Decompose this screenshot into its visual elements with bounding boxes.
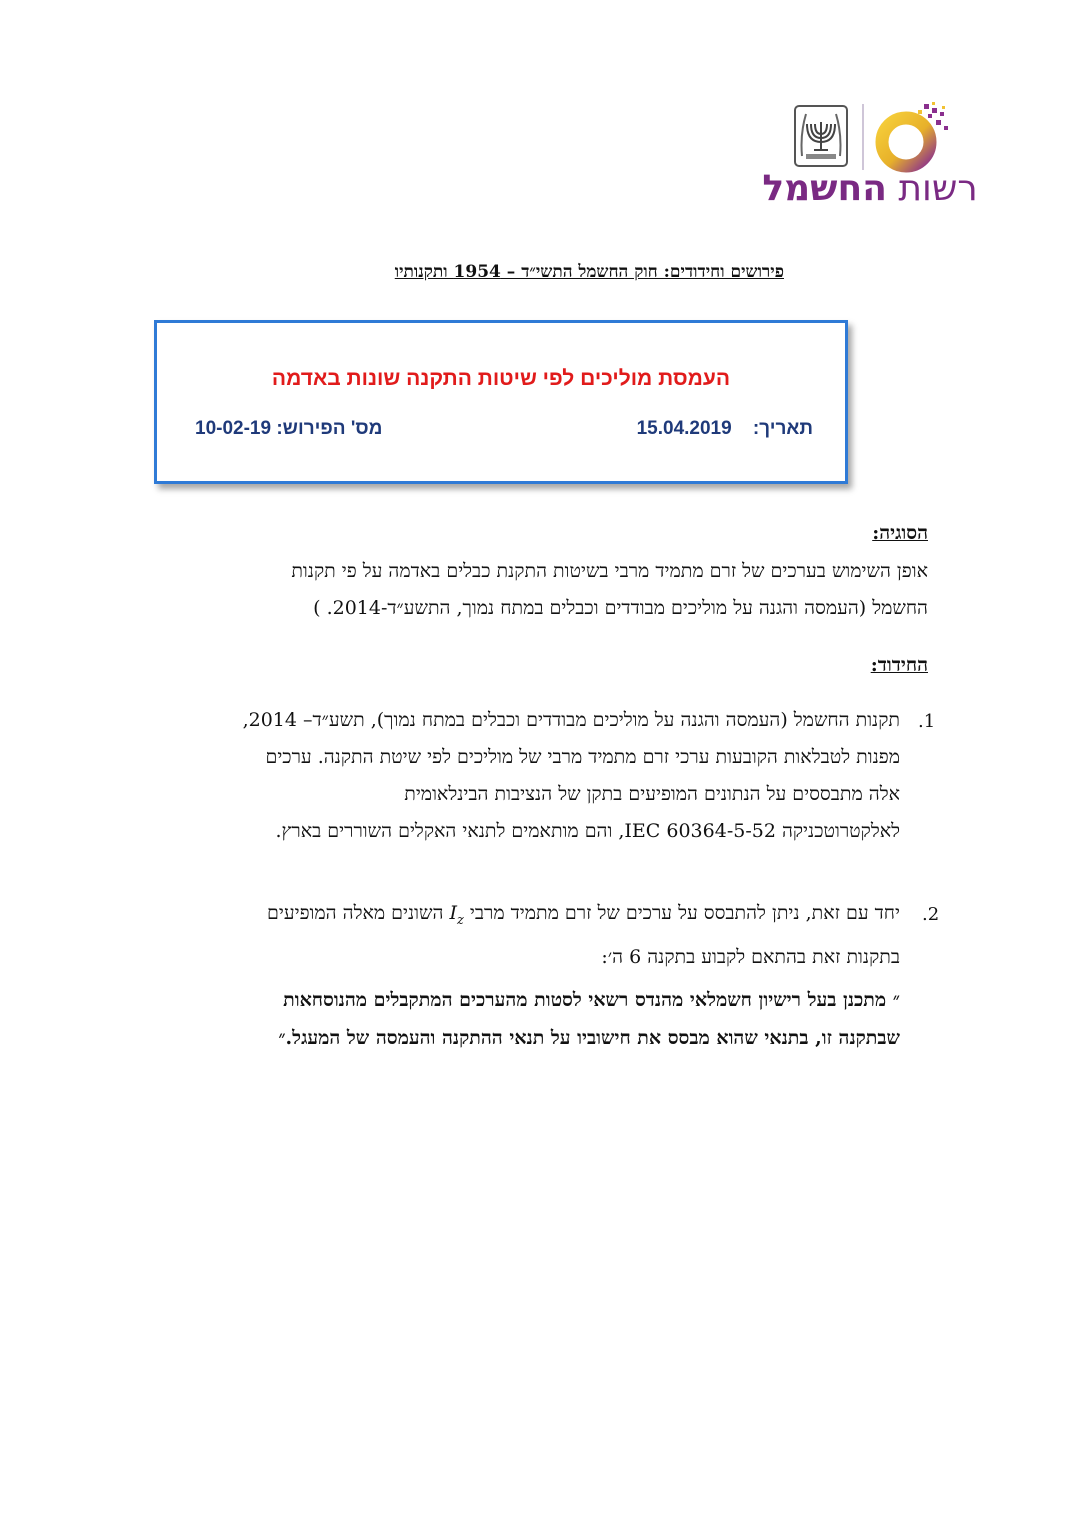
date-label: תאריך: — [752, 418, 813, 439]
item-1-line-2: מפנות לטבלאות הקובעות ערכי זרם מתמיד מרבי של מוליכים לפי שיטת התקנה. ערכים — [265, 746, 900, 768]
item-1-number: .1 — [918, 711, 936, 732]
interpretation-title: העמסת מוליכים לפי שיטות התקנה שונות באדמה — [271, 367, 731, 390]
issue-line-1: אופן השימוש בערכים של זרם מתמיד מרבי בשיטות התקנת כבלים באדמה על פי תקנות — [291, 560, 928, 582]
number-label: מס' הפירוש: — [276, 418, 383, 439]
logo-text — [740, 168, 1000, 209]
iz-sub: z — [456, 912, 464, 928]
item-1-line-3: אלה מתבססים על הנתונים המופיעים בתקן של הנציבות הבינלאומית — [404, 783, 900, 805]
item-2-line-1 — [267, 895, 900, 939]
number-value: 10-02-19 — [195, 418, 272, 439]
item-2-number: .2 — [922, 904, 940, 925]
clarification-heading: החידוד: — [870, 654, 928, 676]
issue-text — [291, 553, 928, 627]
logo-text-light: רשות — [898, 168, 978, 209]
item-1-line-4: לאלקטרוטכניקה IEC 60364-5-52, והם מותאמים לתנאי האקלים השוררים בארץ. — [275, 820, 900, 842]
item-2-line-2: בתקנות זאת בהתאם לקבוע בתקנה 6 ה׳: — [601, 945, 900, 968]
issue-line-2: החשמל (העמסה והגנה על מוליכים מבודדים וכבלים במתח נמוך, התשע״ד-2014. ) — [313, 597, 928, 619]
israel-emblem-icon — [792, 104, 850, 170]
item-2-line-1-post: השונים מאלה המופיעים — [267, 902, 444, 924]
date-value: 15.04.2019 — [636, 418, 732, 439]
logo-text-bold: החשמל — [762, 168, 887, 209]
interpretation-number-field — [195, 418, 382, 440]
quote-line-2: שבתקנה זו, בתנאי שהוא מבסס את חישוביו על תנאי ההתקנה והעמסה של המעגל.״ — [278, 1027, 900, 1049]
item-1-text — [243, 702, 900, 850]
iz-main: I — [449, 902, 457, 924]
date-field — [637, 418, 813, 440]
logo-separator — [862, 104, 864, 170]
issue-heading: הסוגיה: — [872, 522, 928, 544]
quote-line-1: ״ מתכנן בעל רישיון חשמלאי מהנדס רשאי לסטות מהערכים המתקבלים מהנוסחאות — [283, 989, 900, 1011]
authority-logo — [740, 98, 1000, 213]
regulation-quote — [278, 981, 900, 1057]
interpretation-box — [154, 320, 848, 484]
item-1-line-1: תקנות החשמל (העמסה והגנה על מוליכים מבודדים וכבלים במתח נמוך), תשע״ד– 2014, — [242, 709, 900, 731]
item-2-line-1-pre: יחד עם זאת, ניתן להתבסס על ערכים של זרם מתמיד מרבי — [469, 902, 900, 924]
iz-symbol — [449, 902, 464, 928]
item-2-text — [267, 895, 900, 976]
document-header-title: פירושים וחידודים: חוק החשמל התשי״ד – 1954 ותקנותיו — [394, 262, 784, 282]
ring-logo-icon — [870, 100, 952, 174]
